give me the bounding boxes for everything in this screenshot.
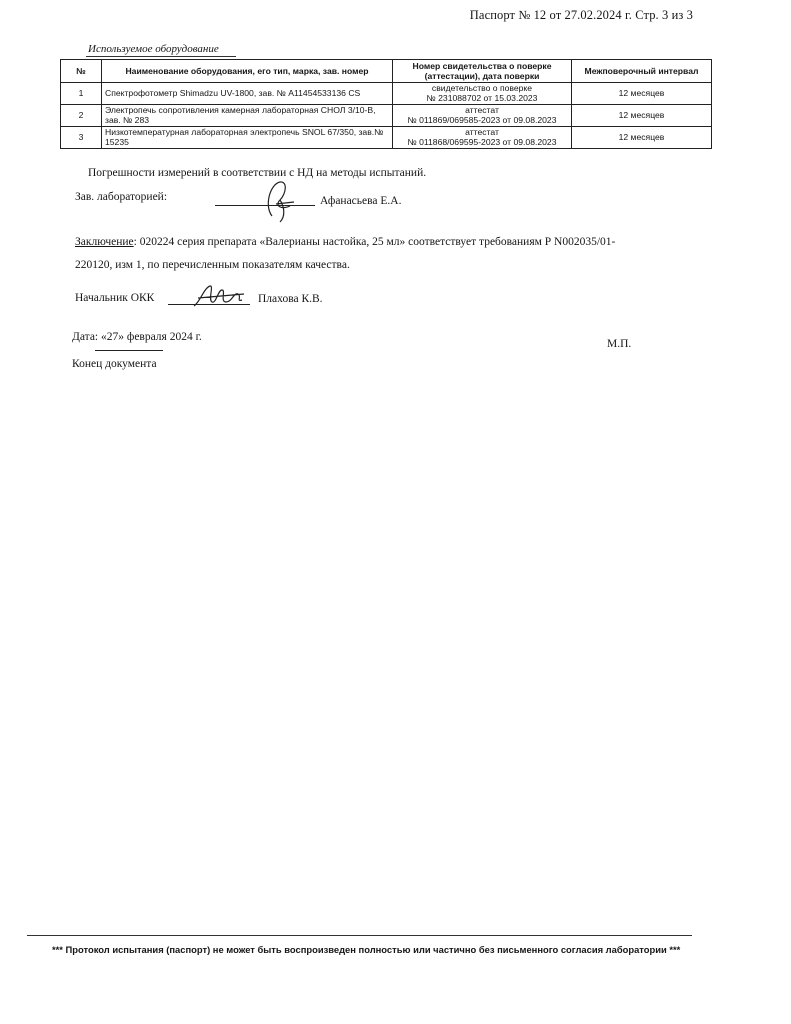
table-row: [61, 127, 712, 149]
lab-head-label: Зав. лабораторией:: [75, 191, 168, 203]
conclusion-text: : 020224 серия препарата «Валерианы настойка, 25 мл» соответствует требованиям Р N002035/01-: [133, 236, 616, 248]
okk-head-signature: [190, 282, 252, 312]
equipment-table: [60, 59, 712, 149]
page-header: Паспорт № 12 от 27.02.2024 г. Стр. 3 из 3: [469, 8, 693, 22]
row-number: 1: [61, 83, 102, 105]
table-header-row: [61, 60, 712, 83]
equipment-caption: Используемое оборудование: [88, 43, 219, 55]
col-certificate-header: Номер свидетельства о поверке (аттестации), дата поверки: [393, 60, 572, 83]
footer-note: *** Протокол испытания (паспорт) не может быть воспроизведен полностью или частично без письменного согласия лаборатории ***: [52, 944, 681, 955]
col-interval-header: Межповерочный интервал: [572, 60, 712, 83]
okk-head-name: Плахова К.В.: [258, 293, 323, 305]
stamp-place: М.П.: [607, 338, 632, 350]
lab-head-name: Афанасьева Е.А.: [320, 195, 402, 207]
conclusion-label: Заключение: [75, 236, 134, 248]
row-certificate: [393, 83, 572, 105]
end-of-document: Конец документа: [72, 358, 157, 370]
lab-head-signature: [250, 176, 320, 226]
table-row: [61, 83, 712, 105]
row-equipment-name: Электропечь сопротивления камерная лабораторная СНОЛ 3/10-В, зав. № 283: [102, 105, 393, 127]
table-row: [61, 105, 712, 127]
measurement-errors-note: Погрешности измерений в соответствии с НД на методы испытаний.: [88, 167, 427, 179]
row-interval: 12 месяцев: [572, 83, 712, 105]
col-number-header: №: [61, 60, 102, 83]
col-name-header: Наименование оборудования, его тип, марка, зав. номер: [102, 60, 393, 83]
row-equipment-name: Спектрофотометр Shimadzu UV-1800, зав. № A11454533136 CS: [102, 83, 393, 105]
caption-underline: [86, 56, 236, 57]
certificate-type: аттестат: [465, 127, 499, 137]
certificate-type: аттестат: [465, 105, 499, 115]
row-interval: 12 месяцев: [572, 127, 712, 149]
footer-divider: [27, 935, 692, 936]
row-equipment-name: Низкотемпературная лабораторная электропечь SNOL 67/350, зав.№ 15235: [102, 127, 393, 149]
certificate-number: № 011868/069595-2023 от 09.08.2023: [407, 136, 557, 147]
conclusion-line-1: [75, 236, 615, 248]
row-number: 3: [61, 127, 102, 149]
row-certificate: [393, 105, 572, 127]
certificate-number: № 011869/069585-2023 от 09.08.2023: [407, 114, 557, 125]
row-interval: 12 месяцев: [572, 105, 712, 127]
okk-head-label: Начальник ОКК: [75, 292, 155, 304]
row-number: 2: [61, 105, 102, 127]
document-date: Дата: «27» февраля 2024 г.: [72, 331, 202, 343]
certificate-type: свидетельство о поверке: [431, 83, 533, 93]
conclusion-line-2: 220120, изм 1, по перечисленным показателям качества.: [75, 259, 350, 271]
separator-line: [95, 350, 163, 351]
certificate-number: № 231088702 от 15.03.2023: [426, 92, 538, 103]
row-certificate: [393, 127, 572, 149]
